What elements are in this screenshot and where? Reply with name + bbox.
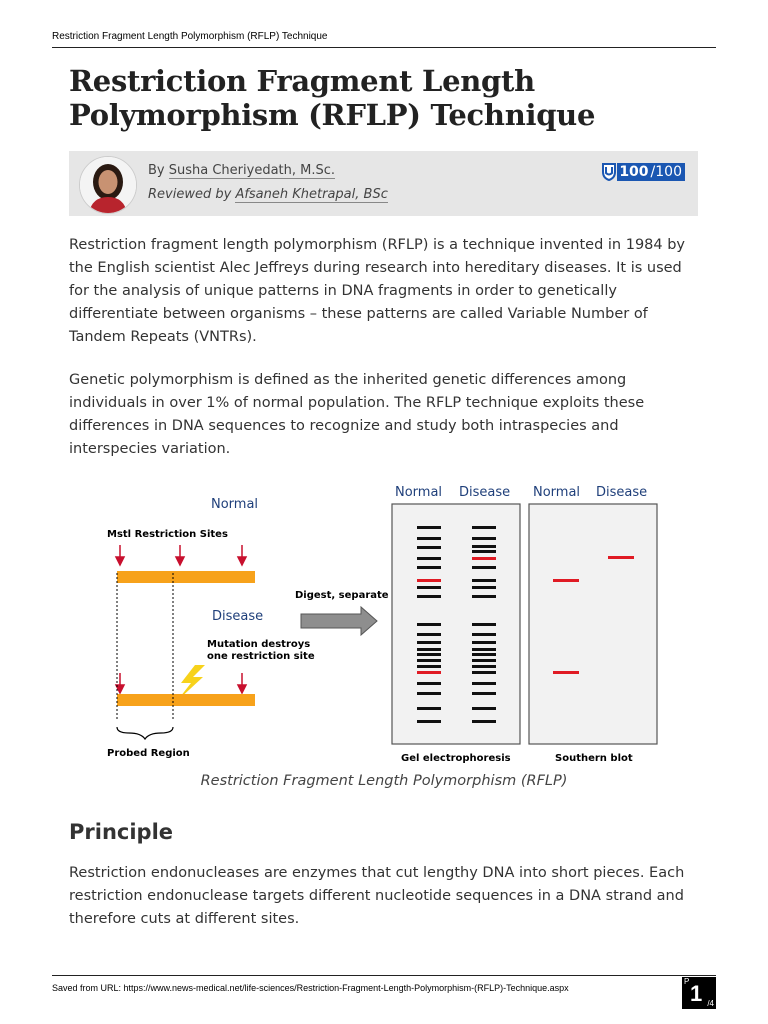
polymorphism-paragraph: Genetic polymorphism is defined as the inherited genetic differences among individuals in over 1% of normal population. The RFLP technique exploits these differences in DNA sequences to recognize and study both intraspecies and interspecies variation.	[69, 372, 645, 457]
score-badge	[601, 163, 685, 181]
gel-panel	[392, 504, 520, 744]
disease-dna-bar	[117, 694, 255, 706]
gel-band	[417, 595, 441, 598]
footer-rule	[52, 975, 716, 976]
gel-band	[417, 682, 441, 685]
gel-band	[472, 545, 496, 548]
digest-arrow-icon	[301, 607, 377, 635]
page-label: P	[684, 977, 690, 986]
figure-caption: Restriction Fragment Length Polymorphism (RFLP)	[200, 773, 568, 789]
author-link[interactable]: Susha Cheriyedath, M.Sc.	[168, 163, 336, 178]
reviewer-link[interactable]: Afsaneh Khetrapal, BSc	[235, 187, 388, 202]
header-rule	[52, 47, 716, 48]
gel-band	[417, 653, 441, 656]
rflp-figure	[105, 477, 665, 769]
probed-brace	[117, 727, 173, 739]
gel-band	[553, 671, 579, 674]
gel-band	[472, 550, 496, 553]
figure-gel-label: Gel electrophoresis	[401, 753, 511, 764]
reviewer-line	[148, 187, 388, 202]
gel-band	[472, 641, 496, 644]
gel-band	[472, 537, 496, 540]
score-value: 100	[619, 164, 649, 180]
page-total: /4	[707, 999, 714, 1008]
gel-band	[417, 641, 441, 644]
figure-normal-label: Normal	[211, 497, 259, 512]
shield-icon	[601, 163, 617, 181]
gel-band	[472, 526, 496, 529]
author-box	[69, 151, 698, 216]
gel-band	[417, 659, 441, 662]
gel-band	[472, 579, 496, 582]
gel-band	[417, 648, 441, 651]
gel-band	[417, 623, 441, 626]
gel-band	[472, 682, 496, 685]
gel-band	[417, 557, 441, 560]
author-avatar	[79, 156, 137, 214]
article-title: Restriction Fragment Length Polymorphism (RFLP) Technique	[69, 64, 596, 132]
gel-band	[472, 720, 496, 723]
gel-band	[472, 557, 496, 560]
gel-band	[417, 526, 441, 529]
gel-band	[472, 586, 496, 589]
gel-band	[472, 671, 496, 674]
intro-paragraph: Restriction fragment length polymorphism (RFLP) is a technique invented in 1984 by the English scientist Alec Jeffreys during research into hereditary diseases. It is used for the analysis of unique patterns in DNA fragments in order to genetically differentiate between organisms – these patterns are called Variable Number of Tandem Repeats (VNTRs).	[69, 237, 686, 345]
gel-band	[472, 623, 496, 626]
gel-band	[417, 586, 441, 589]
gel-band	[472, 707, 496, 710]
gel-band	[472, 648, 496, 651]
reviewed-prefix: Reviewed by	[148, 187, 236, 202]
figure-blot-label: Southern blot	[555, 753, 633, 764]
gel-band	[417, 537, 441, 540]
gel-band	[417, 665, 441, 668]
gel-band	[472, 633, 496, 636]
gel-band	[553, 579, 579, 582]
gel-band	[472, 665, 496, 668]
author-line	[148, 163, 335, 178]
figure-probed-label: Probed Region	[107, 748, 190, 759]
section-heading-principle: Principle	[69, 820, 174, 844]
gel-band	[417, 720, 441, 723]
blot-disease-label: Disease	[596, 485, 648, 500]
principle-paragraph: Restriction endonucleases are enzymes that cut lengthy DNA into short pieces. Each restriction endonuclease targets different nucleotide sequences in a DNA strand and therefore cuts at different sites.	[69, 865, 685, 927]
gel-band	[417, 671, 441, 674]
figure-sites-label: Mstl Restriction Sites	[107, 529, 228, 540]
page-number: 1	[690, 981, 703, 1006]
gel-band	[472, 566, 496, 569]
gel-band	[417, 566, 441, 569]
figure-mutation-line2: one restriction site	[207, 651, 315, 662]
figure-digest-label: Digest, separate	[295, 590, 389, 601]
page-number-box	[682, 977, 716, 1009]
gel-band	[417, 692, 441, 695]
gel-band	[417, 707, 441, 710]
gel-band	[472, 595, 496, 598]
by-prefix: By	[148, 163, 169, 178]
gel-normal-label: Normal	[395, 485, 443, 500]
gel-band	[608, 556, 634, 559]
gel-band	[472, 659, 496, 662]
gel-disease-label: Disease	[459, 485, 511, 500]
gel-band	[417, 579, 441, 582]
running-header: Restriction Fragment Length Polymorphism (RFLP) Technique	[52, 31, 328, 42]
blot-panel	[529, 504, 657, 744]
blot-normal-label: Normal	[533, 485, 581, 500]
normal-site-arrows	[116, 545, 246, 565]
gel-band	[417, 633, 441, 636]
saved-url: Saved from URL: https://www.news-medical.net/life-sciences/Restriction-Fragment-Length-Polymorphism-(RFLP)-Technique.aspx	[52, 983, 569, 993]
normal-dna-bar	[117, 571, 255, 583]
gel-band	[417, 546, 441, 549]
score-total: /100	[651, 163, 685, 181]
figure-disease-label: Disease	[212, 609, 264, 624]
gel-band	[472, 653, 496, 656]
figure-mutation-line1: Mutation destroys	[207, 639, 311, 650]
gel-band	[472, 692, 496, 695]
